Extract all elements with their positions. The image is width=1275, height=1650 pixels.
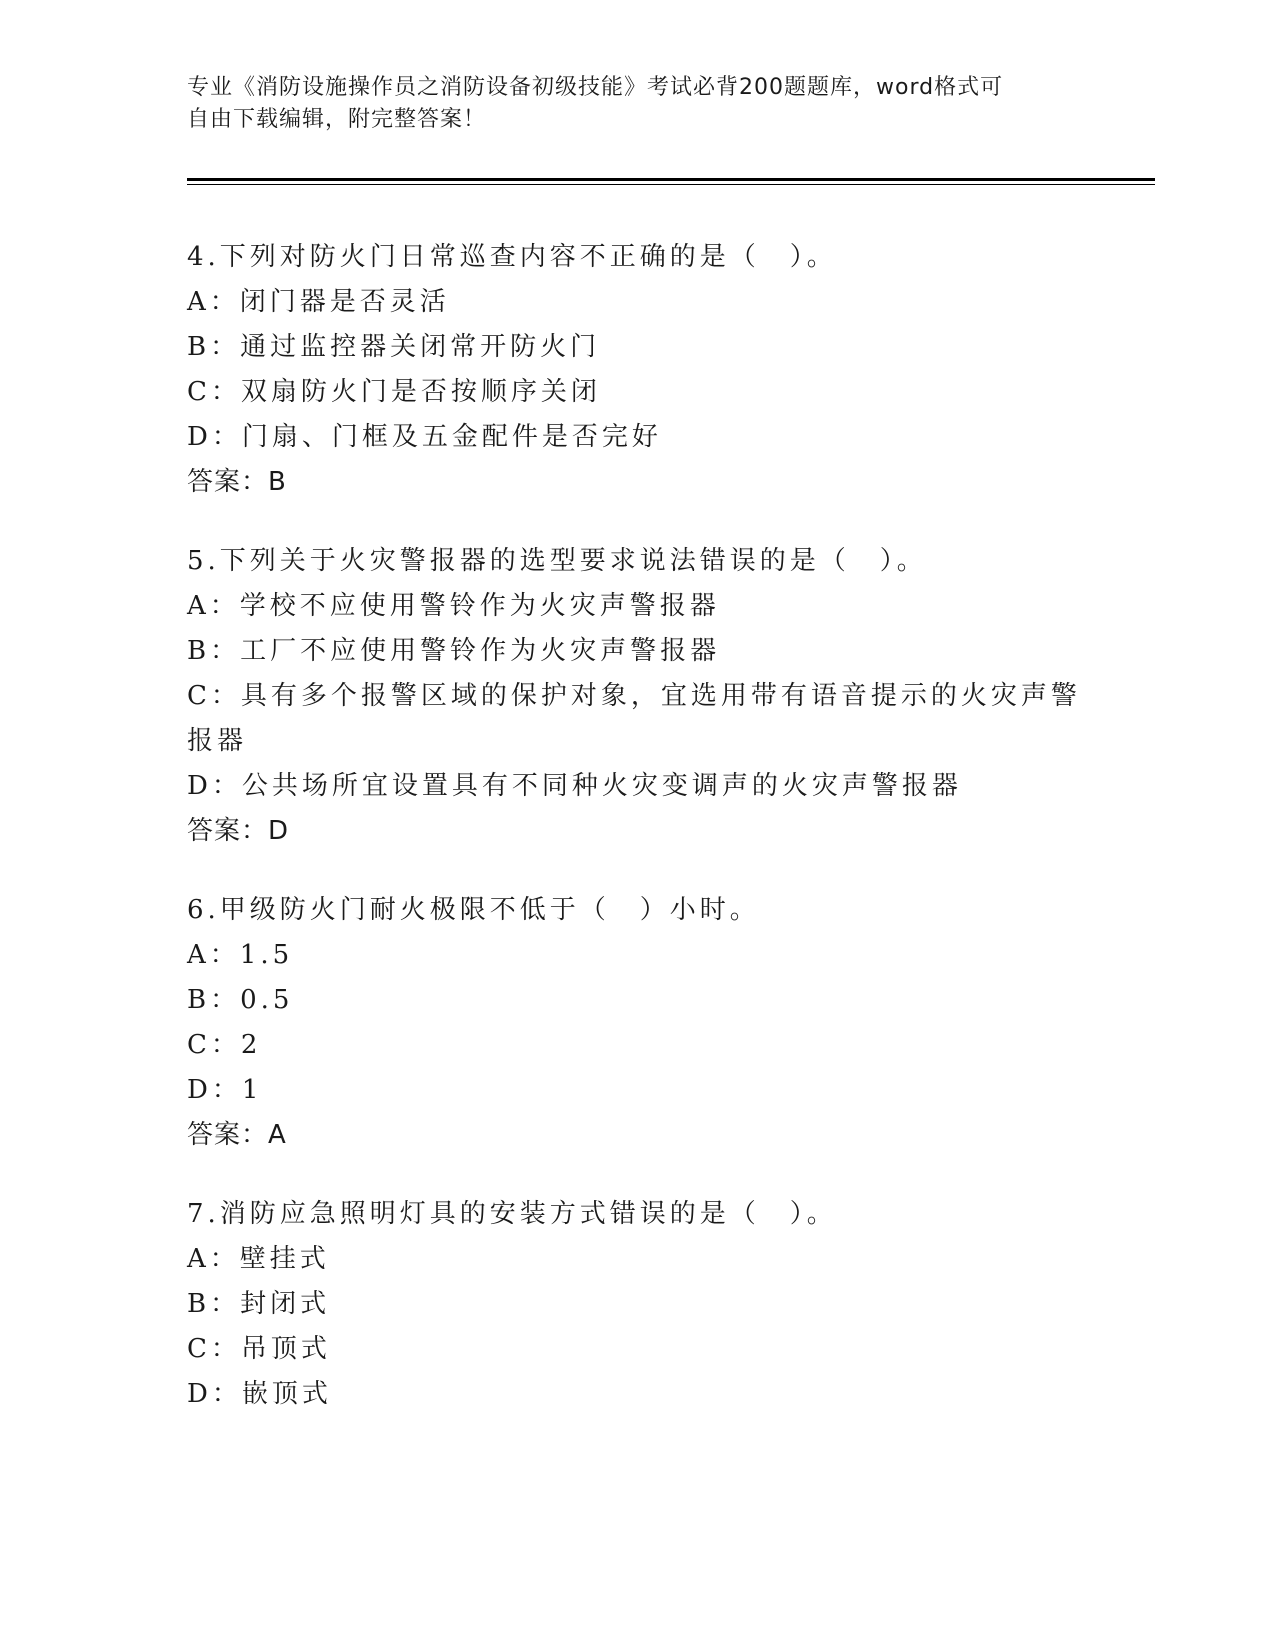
- option-a: A：学校不应使用警铃作为火灾声警报器: [187, 591, 720, 621]
- option-c: C：具有多个报警区域的保护对象，宜选用带有语音提示的火灾声警报器: [187, 681, 1081, 756]
- question-7: [187, 1192, 1087, 1417]
- answer-line: 答案：B: [187, 467, 287, 497]
- question-stem: 6.甲级防火门耐火极限不低于（ ）小时。: [187, 895, 760, 925]
- question-list: [187, 235, 1087, 1451]
- option-d: D：门扇、门框及五金配件是否完好: [187, 422, 662, 452]
- header-divider-thick: [187, 178, 1155, 181]
- option-d: D：嵌顶式: [187, 1379, 332, 1409]
- option-a: A：壁挂式: [187, 1244, 330, 1274]
- option-b: B：0.5: [187, 985, 294, 1015]
- answer-line: 答案：A: [187, 1120, 287, 1150]
- option-d: D：1: [187, 1075, 263, 1105]
- question-stem: 7.消防应急照明灯具的安装方式错误的是（ ）。: [187, 1199, 837, 1229]
- answer-line: 答案：D: [187, 816, 290, 846]
- question-5: [187, 539, 1087, 854]
- option-b: B：封闭式: [187, 1289, 331, 1319]
- document-header: [187, 72, 1067, 136]
- option-b: B：通过监控器关闭常开防火门: [187, 332, 601, 362]
- option-b: B：工厂不应使用警铃作为火灾声警报器: [187, 636, 721, 666]
- option-c: C：2: [187, 1030, 262, 1060]
- question-6: [187, 888, 1087, 1158]
- option-c: C：双扇防火门是否按顺序关闭: [187, 377, 601, 407]
- header-line-1: 专业《消防设施操作员之消防设备初级技能》考试必背200题题库，word格式可: [187, 75, 1004, 100]
- option-d: D：公共场所宜设置具有不同种火灾变调声的火灾声警报器: [187, 771, 962, 801]
- question-4: [187, 235, 1087, 505]
- question-stem: 5.下列关于火灾警报器的选型要求说法错误的是（ ）。: [187, 546, 927, 576]
- option-a: A：1.5: [187, 940, 294, 970]
- header-line-2: 自由下载编辑，附完整答案！: [187, 107, 487, 132]
- header-divider-thin: [187, 184, 1155, 185]
- option-a: A：闭门器是否灵活: [187, 287, 450, 317]
- option-c: C：吊顶式: [187, 1334, 331, 1364]
- question-stem: 4.下列对防火门日常巡查内容不正确的是（ ）。: [187, 242, 837, 272]
